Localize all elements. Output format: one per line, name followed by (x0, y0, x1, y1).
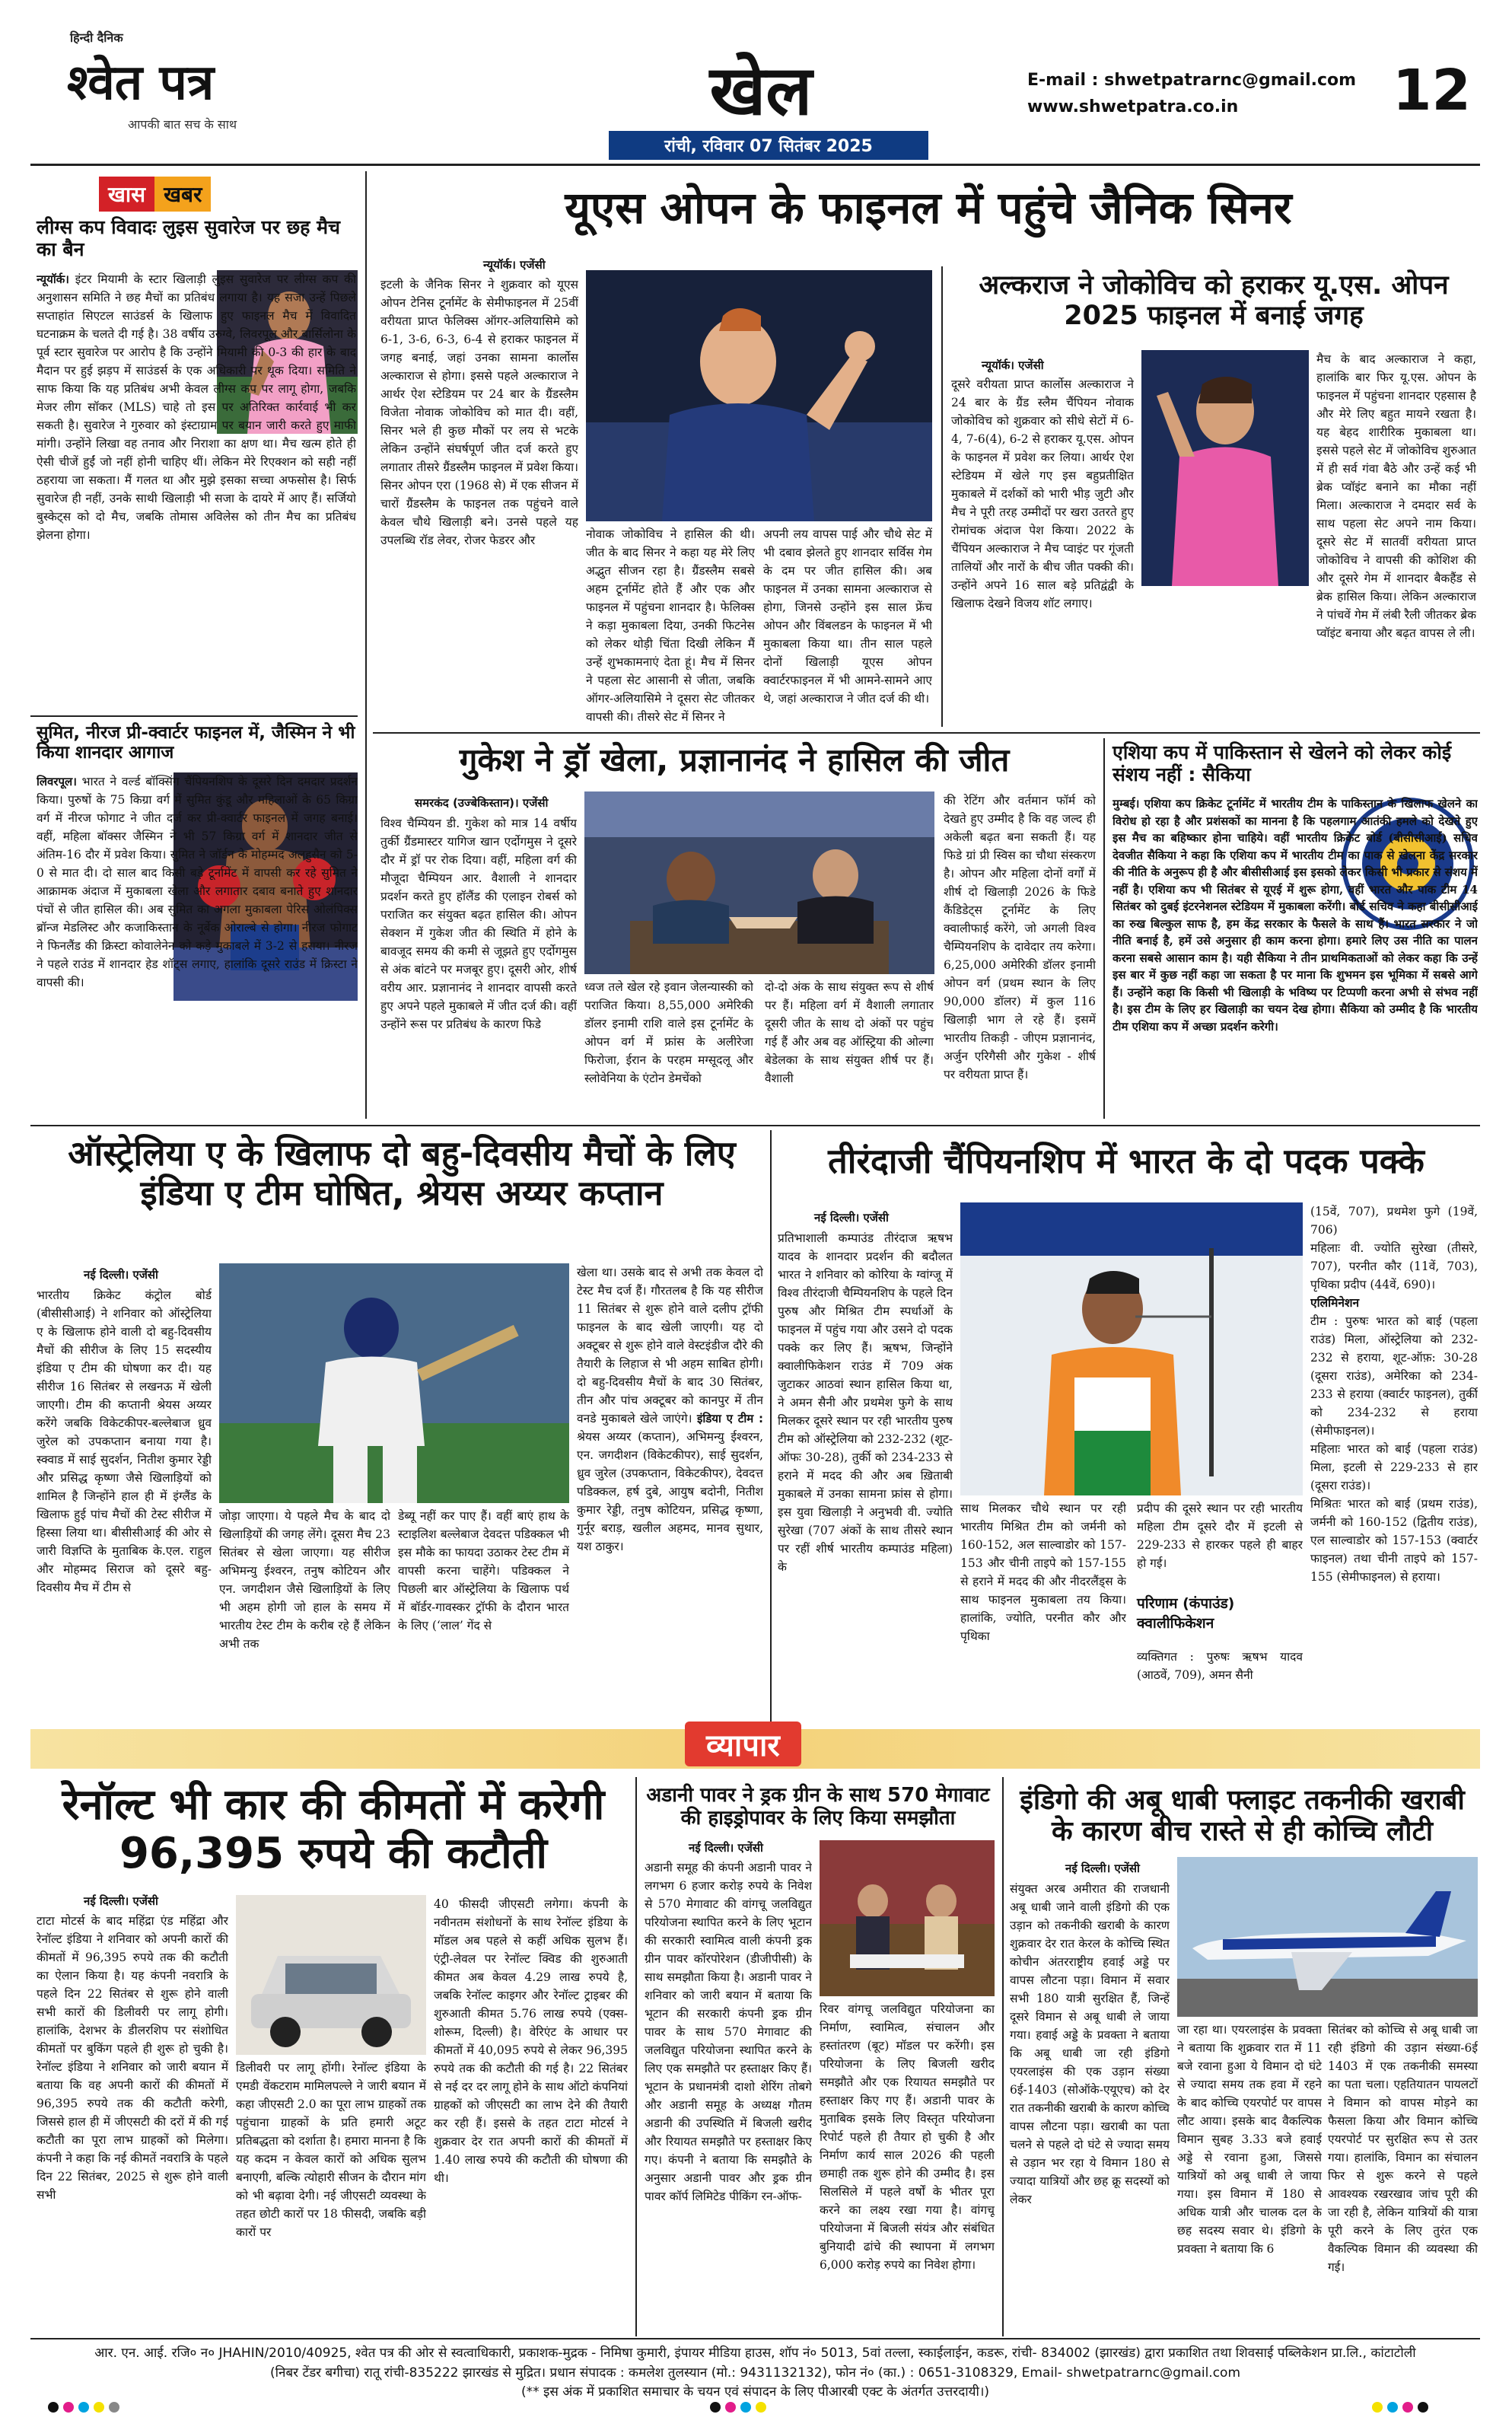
divider (30, 1125, 1480, 1126)
story-gukesh-dateline: समरकंद (उज्बेकिस्तान)। एजेंसी (415, 796, 549, 810)
story-india-a-dateline: नई दिल्ली। एजेंसी (84, 1268, 158, 1282)
story-sinner-col1: इटली के जैनिक सिनर ने शुक्रवार को यूएस ओपन टेनिस टूर्नामेंट के सेमीफाइनल में 25वीं वरीयता प्राप्त फेलिक्स ऑगर-अलियासिमे को 6-1, 3-6, 6-3, 6-4 से हराकर फाइनल में जगह बनाई, जहां उनका सामना कार्लोस अल्काराज से होगा। इससे पहले अल्काराज ने आर्थर ऐश स्टेडियम पर 24 बार के ग्रैंडस्लैम विजेता नोवाक जोकोविच को मात दी। वहीं, सिनर भले ही कुछ मौकों पर लय से भटके लेकिन उन्होंने संघर्षपूर्ण जीत दर्ज करते हुए लगातार तीसरे ग्रैंडस्लैम फाइनल में प्रवेश किया। सिनर ओपन एरा (1968 से) में एक सीजन में चारों ग्रैंडस्लैम के फाइनल तक पहुंचने वाले केवल चौथे खिलाड़ी बने। उनसे पहले यह उपलब्धि रॉड लेवर, रोजर फेडरर और (380, 278, 578, 548)
story-gukesh-headline: गुकेश ने ड्रॉ खेला, प्रज्ञानानंद ने हासिल की जीत (459, 741, 1010, 779)
story-indigo-headline: इंडिगो की अबू धाबी फ्लाइट तकनीकी खराबी के कारण बीच रास्ते से ही कोच्चि लौटी (1020, 1785, 1465, 1848)
story-india-a-col3: डेब्यू नहीं कर पाए हैं। वहीं बाएं हाथ के स्टाइलिश बल्लेबाज देवदत्त पडिक्कल भी इस मौके का फायदा उठाकर टेस्ट टीम में वापसी करना चाहेंगे। पडिक्कल ने पिछली बार ऑस्ट्रेलिया के खिलाफ पर्थ में बॉर्डर-गावस्कर ट्रॉफी के दौरान भारत के लिए (‘लाल’ गेंद से (398, 1509, 569, 1633)
story-asia-headline: एशिया कप में पाकिस्तान से खेलने को लेकर कोई संशय नहीं : सैकिया (1113, 741, 1452, 785)
column-divider (1103, 738, 1105, 1119)
story-alcaraz-headline: अल्कराज ने जोकोविच को हराकर यू.एस. ओपन 2025 फाइनल में बनाई जगह (979, 270, 1449, 332)
story-sinner-headline: यूएस ओपन के फाइनल में पहुंचे जैनिक सिनर (565, 182, 1292, 234)
website[interactable]: www.shwetpatra.co.in (1027, 97, 1239, 117)
contact-block (1027, 67, 1377, 120)
story-archery-col3: प्रदीप की दूसरे स्थान पर रही भारतीय महिला टीम दूसरे दौर में इटली से 229-233 से हारकर पहले ही बाहर हो गई। (1137, 1502, 1303, 1571)
story-archery-col2: साथ मिलकर चौथे स्थान पर रही भारतीय मिश्रित टीम को जर्मनी को 160-152, अल साल्वाडोर को 157-153 और चीनी ताइपे को 157-155 से हराने में मदद की और नीदरलैंड्स के साथ फाइनल मुकाबला तय किया। हालांकि, ज्योति, परनीत कौर और पृथिका (960, 1502, 1126, 1644)
archer-photo (960, 1202, 1303, 1495)
story-renault-col1: टाटा मोटर्स के बाद महिंद्रा एंड महिंद्रा और रेनॉल्ट इंडिया ने शनिवार को अपनी कारों की कीमतों में 96,395 रुपये तक की कटौती का ऐलान किया है। यह कंपनी नवरात्रि के पहले दिन 22 सितंबर से शुरू होने वाली सभी कारों की डिलीवरी पर लागू होगी। हालांकि, देशभर के डीलरशिप पर संशोधित कीमतों पर बुकिंग पहले ही शुरू हो चुकी है। रेनॉल्ट इंडिया ने शनिवार को जारी बयान में बताया कि वह अपनी कारों की कीमतों में 96,395 रुपये तक की कटौती करेगी, जिससे हाल ही में जीएसटी की दरों में की गई कटौती का पूरा लाभ ग्राहकों को मिलेगा। कंपनी ने कहा कि नई कीमतें नवरात्रि के पहले दिन 22 सितंबर, 2025 से शुरू होने वाली सभी (37, 1914, 228, 2202)
story-india-a-headline: ऑस्ट्रेलिया ए के खिलाफ दो बहु-दिवसीय मैचों के लिए इंडिया ए टीम घोषित, श्रेयस अय्यर कप्तान (68, 1133, 736, 1213)
khas-tag: खास (99, 177, 154, 212)
story-gukesh-col4: की रेटिंग और वर्तमान फॉर्म को देखते हुए उम्मीद है कि वह जल्द ही अकेली बढ़त बना सकती हैं। यह फिडे ग्रां प्री स्विस का चौथा संस्करण है। ओपन और महिला दोनों वर्गों में शीर्ष दो खिलाड़ी 2026 के फिडे कैंडिडेट्स टूर्नामेंट के लिए क्वालीफाई करेंगे, जो अगली विश्व चैम्पियनशिप के दावेदार तय करेगा। 6,25,000 अमेरिकी डॉलर इनामी ओपन वर्ग (प्रथम स्थान के लिए 90,000 डॉलर) में कुल 116 खिलाड़ी भाग ले रहे हैं। इसमें भारतीय तिकड़ी - जीएम प्रज्ञानानंद, अर्जुन एरिगैसी और गुकेश - शीर्ष पर वरीयता प्राप्त हैं। (944, 794, 1096, 1082)
story-adani-dateline: नई दिल्ली। एजेंसी (689, 1841, 763, 1855)
story-alcaraz-col2: मैच के बाद अल्काराज ने कहा, हालांकि बार फिर यू.एस. ओपन के फाइनल में पहुंचना शानदार एहसास है और मेरे लिए बहुत मायने रखता है। यह बेहद शारीरिक मुकाबला था। इससे पहले सेट में जोकोविच शुरुआत में ही सर्व गंवा बैठे और उन्हें कई भी ब्रेक प्वॉइंट बनाने का मौका नहीं मिला। अल्काराज ने दमदार सर्व के साथ पहला सेट अपने नाम किया। दूसरे सेट में सातवीं वरीयता प्राप्त जोकोविच ने वापसी की कोशिश की और दूसरे गेम में शानदार बैकहैंड से ब्रेक हासिल किया। लेकिन अल्काराज ने पांचवें गेम में लंबी रैली जीतकर ब्रेक प्वॉइंट बनाया और बढ़त वापस ले ली। (1316, 352, 1476, 641)
story-renault-dateline: नई दिल्ली। एजेंसी (84, 1894, 158, 1908)
story-sinner-dateline: न्यूयॉर्क। एजेंसी (483, 258, 546, 272)
iyer-photo (219, 1263, 569, 1503)
story-suarez-headline: लीग्स कप विवादः लुइस सुवारेज पर छह मैच का बैन (37, 216, 340, 260)
story-archery-headline: तीरंदाजी चैंपियनशिप में भारत के दो पदक पक्के (828, 1141, 1424, 1181)
chess-photo (584, 791, 934, 974)
story-renault-col3: 40 फीसदी जीएसटी लगेगा। कंपनी के नवीनतम संशोधनों के साथ रेनॉल्ट इंडिया के मॉडल अब पहले से कहीं अधिक सुलभ हैं। एंट्री-लेवल पर रेनॉल्ट क्विड की शुरुआती कीमत अब केवल 4.29 लाख रुपये है, जबकि रेनॉल्ट काइगर और रेनॉल्ट ट्राइबर की शुरुआती कीमत 5.76 लाख रुपये (एक्स-शोरूम, दिल्ली) है। वेरिएंट के आधार पर कीमतों में 40,095 रुपये से लेकर 96,395 रुपये तक की कटौती की गई है। 22 सितंबर से नई दर दर लागू होने के साथ ऑटो कंपनियां ग्राहकों को जीएसटी का लाभ देने की तैयारी कर रही हैं। इससे के तहत टाटा मोटर्स ने शुक्रवार देर रात अपनी कारों की कीमतों में 1.40 लाख रुपये की कटौती की घोषणा की थी। (434, 1897, 628, 2186)
alcaraz-photo (1141, 350, 1309, 586)
story-adani-col1: अडानी समूह की कंपनी अडानी पावर ने लगभग 6 हजार करोड़ रुपये के निवेश से 570 मेगावाट की वांगचू जलविद्युत परियोजना स्थापित करने के लिए भूटान की सरकारी स्वामित्व वाली कंपनी ड्रक ग्रीन पावर कॉरपोरेशन (डीजीपीसी) के साथ समझौता किया है। अडानी पावर ने शनिवार को जारी बयान में बताया कि भूटान की सरकारी कंपनी ड्रक ग्रीन पावर के साथ 570 मेगावाट की जलविद्युत परियोजना स्थापित करने के लिए एक समझौते पर हस्ताक्षर किए हैं। भूटान के प्रधानमंत्री दाशो शेरिंग तोबगे और अडानी समूह के अध्यक्ष गौतम अडानी की उपस्थिति में बिजली खरीद और रियायत समझौते पर हस्ताक्षर किए गए। कंपनी ने बताया कि समझौते के अनुसार अडानी पावर और ड्रक ग्रीन पावर कॉर्प लिमिटेड पीकिंग रन-ऑफ- (645, 1861, 812, 2204)
story-adani-headline: अडानी पावर ने ड्रक ग्रीन के साथ 570 मेगावाट की हाइड्रोपावर के लिए किया समझौता (646, 1784, 990, 1830)
column-divider (1002, 1777, 1004, 2336)
divider (30, 715, 358, 717)
adani-photo (820, 1840, 995, 1996)
indigo-plane-photo (1177, 1857, 1478, 2017)
squad-label: इंडिया ए टीम : (697, 1412, 763, 1426)
imprint: आर. एन. आई. रजि० न० JHAHIN/2010/40925, श्वेत पत्र की ओर से स्वत्वाधिकारी, प्रकाशक-मुद्रक - निमिषा कुमारी, इंपायर मीडिया हाउस, शॉप नं० 5013, 5वां तल्ला, स्काईलाईन, कडरू, रांची- 834002 (झारखंड) द्वारा प्रकाशित तथा शिवसाई पब्लिकेशन प्रा.लि., कांटाटोली (निबर टेंडर बगीचा) रातू रांची-835222 झारखंड से मुद्रित। प्रधान संपादक : कमलेश तुलस्यान (मो.: 9431132132), फोन नं० (का.) : 0651-3108329, Email- shwetpatrarnc@gmail.com (** इस अंक में प्रकाशित समाचार के चयन एवं संपादन के लिए पीआरबी एक्ट के अंतर्गत उत्तरदायी।) (94, 2346, 1416, 2400)
story-boxing-body: लिवरपूल। भारत ने वर्ल्ड बॉक्सिंग चैंपियनशिप के दूसरे दिन दमदार प्रदर्शन किया। पुरुषों के 75 किग्रा वर्ग में सुमित कुंडू और महिलाओं के 65 किग्रा वर्ग में नीरज फोगाट ने जीत दर्ज कर प्री-क्वार्टर फाइनल में जगह बनाई। वहीं, महिला बॉक्सर जैस्मिन ने भी 57 किग्रा वर्ग में शानदार जीत से अंतिम-16 दौर में प्रवेश किया। सुमित ने जॉर्डन के मोहम्मद अलहुसैन को 5-0 से मात दी। दो साल बाद किसी बड़े टूर्नामेंट में वापसी कर रहे सुमित ने आक्रामक अंदाज में मुकाबला खेला और लगातार दबाव बनाते हुए शानदार पंचों से जीत हासिल की। अब सुमित का अगला मुकाबला पेरिस ओलंपिक्स ब्रॉन्ज मेडलिस्ट और कजाकिस्तान के नूर्बेक ओराल्बे से होगा। नीरज फोगाट ने फिनलैंड की क्रिस्टा कोवालेनेन को कड़े मुकाबले में 3-2 से हराया। नीरज ने पहले राउंड में शानदार हेड शॉट्स लगाए, हालांकि दूसरे राउंड में क्रिस्टा ने वापसी की। (37, 775, 358, 990)
column-divider (941, 266, 943, 727)
date-bar: रांची, रविवार 07 सितंबर 2025 (609, 131, 928, 160)
story-indigo-dateline: नई दिल्ली। एजेंसी (1065, 1862, 1140, 1875)
sinner-photo (586, 270, 932, 521)
story-renault-col2: डिलीवरी पर लागू होंगी। रेनॉल्ट इंडिया के एमडी वेंकटराम मामिलपल्ले ने जारी बयान में कहा जीएसटी 2.0 का पूरा लाभ ग्राहकों तक पहुंचाना ग्राहकों के प्रति हमारी अटूट प्रतिबद्धता को दर्शाता है। हमारा मानना है कि यह कदम न केवल कारों को अधिक सुलभ बनाएगी, बल्कि त्योहारी सीजन के दौरान मांग को भी बढ़ावा देगी। नई जीएसटी व्यवस्था के तहत छोटी कारों पर 18 फीसदी, जबकि बड़ी कारों पर (236, 2061, 426, 2240)
masthead-title: श्वेत पत्र (67, 55, 215, 111)
section-title: खेल (709, 51, 813, 131)
footer-rule (30, 2338, 1480, 2339)
story-indigo-col1: संयुक्त अरब अमीरात की राजधानी अबू धाबी जाने वाली इंडिगो की एक उड़ान को तकनीकी खराबी के कारण शुक्रवार देर रात केरल के कोच्चि स्थित कोचीन अंतरराष्ट्रीय हवाई अड्डे पर वापस लौटना पड़ा। विमान में सवार सभी 180 यात्री सुरक्षित हैं, जिन्हें दूसरे विमान से अबू धाबी ले जाया गया। हवाई अड्डे के प्रवक्ता ने बताया कि अबू धाबी जा रही इंडिगो एयरलाइंस की एक उड़ान संख्या 6ई-1403 (सोऑके-एयूएच) को देर रात तकनीकी खराबी के कारण कोच्चि वापस लौटना पड़ा। खराबी का पता चलने से पहले दो घंटे से ज्यादा समय से उड़ान भर रहा ये विमान 180 से ज्यादा यात्रियों और छह क्रू सदस्यों को लेकर (1010, 1882, 1170, 2207)
renault-car-photo (236, 1895, 426, 2055)
page-number: 12 (1393, 58, 1471, 123)
column-divider (770, 1130, 772, 1728)
vyapar-label: व्यापार (685, 1722, 801, 1766)
archery-results-right: (15वें, 707), प्रथमेश फुगे (19वें, 706) महिलाः वी. ज्योति सुरेखा (तीसरे, 707), परनीत कौर (11वें, 703), पृथिका प्रदीप (44वें, 690)। एलिमिनेशन टीम : पुरुषः भारत को बाई (पहला राउंड) मिला, ऑस्ट्रेलिया को 232-232 से हराया, शूट-ऑफ़: 30-28 (दूसरा राउंड), अमेरिका को 234-233 से हराया (क्वार्टर फाइनल), तुर्की को 234-232 से हराया (सेमीफाइनल)। महिलाः भारत को बाई (पहला राउंड) मिला, इटली से 229-233 से हार (दूसरा राउंड)। मिश्रितः भारत को बाई (प्रथम राउंड), जर्मनी को 160-152 (द्वितीय राउंड), एल साल्वाडोर को 157-153 (क्वार्टर फाइनल) तथा चीनी ताइपे को 157-155 (सेमीफाइनल) से हराया। (1310, 1205, 1478, 1585)
archery-results-title: परिणाम (कंपाउंड) क्वालीफिकेशन (1137, 1595, 1235, 1632)
email[interactable]: E-mail : shwetpatrarnc@gmail.com (1027, 71, 1357, 90)
story-gukesh-col1: विश्व चैम्पियन डी. गुकेश को मात्र 14 वर्षीय तुर्की ग्रैंडमास्टर यागिज खान एर्दोगमुस ने दूसरे दौर में ड्रॉ पर रोक दिया। वहीं, महिला वर्ग की मौजूदा चैम्पियन आर. वैशाली ने शानदार प्रदर्शन करते हुए हॉलैंड की एलाइन रोबर्स को पराजित कर संयुक्त बढ़त हासिल की। ओपन सेक्शन में गुकेश जीत की स्थिति में होने के बावजूद समय की कमी से जूझते हुए एर्दोगमुस से अंक बांटने पर मजबूर हुए। दूसरी ओर, शीर्ष वरीय आर. प्रज्ञानानंद ने शानदार वापसी करते हुए अपने पहले मुकाबले में जीत दर्ज की। वहीं उन्होंने रूस पर प्रतिबंध के कारण फिडे (380, 817, 577, 1032)
story-sinner-col3: अपनी लय वापस पाई और चौथे सेट में भी दबाव झेलते हुए शानदार सर्विस गेम के दम पर जीत हासिल की। अब फाइनल में उनका सामना अल्काराज से होगा, जिनसे उन्होंने इस साल फ्रेंच ओपन और विंबलडन के फाइनल में भी मुकाबला किया था। तीन साल पहले दोनों खिलाड़ी यूएस ओपन क्वार्टरफाइनल में भी आमने-सामने आए थे, जहां अल्काराज ने जीत दर्ज की थी। (763, 527, 932, 706)
story-asia-dateline: मुम्बई। (1113, 797, 1140, 811)
story-archery-col1: प्रतिभाशाली कम्पाउंड तीरंदाज ऋषभ यादव के शानदार प्रदर्शन की बदौलत भारत ने शनिवार को कोरिया के ग्वांग्जू में विश्व तीरंदाजी चैम्पियनशिप के पहले दिन पुरुष और मिश्रित टीम स्पर्धाओं के फाइनल में पहुंच गया और उसने दो पदक पक्के कर लिए हैं। ऋषभ, जिन्होंने क्वालीफिकेशन राउंड में 709 अंक जुटाकर आठवां स्थान हासिल किया था, ने अमन सैनी और प्रथमेश फुगे के साथ मिलकर दूसरे स्थान पर रही भारतीय पुरुष टीम को ऑस्ट्रेलिया को 232-232 (शूट-ऑफः 30-28), तुर्की को 234-233 से हराने में मदद की और अब ख़िताबी मुकाबले में उनका सामना फ्रांस से होगा। इस युवा खिलाड़ी ने अनुभवी वी. ज्योति सुरेखा (707 अंकों के साथ तीसरे स्थान पर रहीं शीर्ष भारतीय कम्पाउंड महिला) के (778, 1231, 953, 1575)
story-india-a-col1: भारतीय क्रिकेट कंट्रोल बोर्ड (बीसीसीआई) ने शनिवार को ऑस्ट्रेलिया ए के खिलाफ होने वाली दो बहु-दिवसीय मैचों की सीरीज के लिए 15 सदस्यीय इंडिया ए टीम की घोषणा कर दी। यह सीरीज 16 सितंबर से लखनऊ में खेली जाएगी। टीम की कप्तानी श्रेयस अय्यर करेंगे जबकि विकेटकीपर-बल्लेबाज ध्रुव जुरेल को उपकप्तान बनाया गया है। स्क्वाड में साई सुदर्शन, नितीश कुमार रेड्डी और प्रसिद्ध कृष्णा जैसे खिलाड़ियों को शामिल है जिन्होंने हाल ही में इंग्लैंड के खिलाफ हुई पांच मैचों की टेस्ट सीरीज में हिस्सा लिया था। बीसीसीआई की ओर से जारी विज्ञप्ति के मुताबिक के.एल. राहुल और मोहम्मद सिराज को दूसरे बहु-दिवसीय मैच में टीम से (37, 1288, 212, 1595)
story-india-a-col2: जोड़ा जाएगा। ये पहले मैच के बाद दो खिलाड़ियों की जगह लेंगे। दूसरा मैच 23 सितंबर से खेला जाएगा। यह सीरीज अभिमन्यु ईश्वरन, तनुष कोटियन और एन. जगदीशन जैसे खिलाड़ियों के लिए भी अहम होगी जो हाल के समय में भारतीय टेस्ट टीम के करीब रहे हैं लेकिन अभी तक (219, 1509, 390, 1651)
story-archery-dateline: नई दिल्ली। एजेंसी (814, 1211, 889, 1225)
color-registration-right (1370, 2401, 1431, 2416)
story-indigo-col3: सितंबर को कोच्चि से अबू धाबी जा रही इंडिगो की उड़ान संख्या-6ई 1403 में एक तकनीकी समस्या का पता चला। एहतियातन पायलटों ने विमान को वापस मोड़ने का फैसला किया और विमान कोच्चि एयरपोर्ट पर सुरक्षित रूप से उतर गया। हालांकि, विमान का संचालन फिर से शुरू करने से पहले आवश्यक रखरखाव जांच पूरी की जा रही है, लेकिन यात्रियों की यात्रा पूरी करने के लिए तुरंत एक वैकल्पिक विमान की व्यवस्था की गई। (1328, 2023, 1478, 2275)
story-suarez-body: न्यूयॉर्क। इंटर मियामी के स्टार खिलाड़ी लुइस सुवारेज पर लीग्स कप की अनुशासन समिति ने छह मैचों का प्रतिबंध लगाया है। यह सजा उन्हें पिछले सप्ताहांत सिएटल साउंडर्स के खिलाफ हुए फाइनल मैच में विवादित घटनाक्रम के चलते दी गई है। 38 वर्षीय उरुग्वे, लिवरपूल और बार्सिलोना के पूर्व स्टार सुवारेज पर आरोप है कि उन्होंने मियामी की 0-3 की हार के बाद मैदान पर हुई झड़प में साउंडर्स के एक अधिकारी पर थूक दिया। समिति ने साफ किया कि यह प्रतिबंध अभी केवल लीग्स कप पर लागू होगा, जबकि मेजर लीग सॉकर (MLS) चाहे तो इस पर अतिरिक्त कार्रवाई भी कर सकती है। सुवारेज ने गुरुवार को इंस्टाग्राम पर बयान जारी करते हुए माफी मांगी। उन्होंने लिखा वह तनाव और निराशा का क्षण था। मैच खत्म होते ही ऐसी चीजें हुईं जो नहीं होनी चाहिए थीं। लेकिन मेरे रिएक्शन को सही नहीं ठहराया जा सकता। मैं गलत था और मुझे इसका सच्चा अफसोस है। सिर्फ सुवारेज ही नहीं, उनके साथी खिलाड़ी भी सजा के दायरे में आए हैं। सर्जियो बुस्केट्स को दो मैच, जबकि तोमास अविलेस को तीन मैच का प्रतिबंध झेलना होगा। (37, 272, 356, 543)
masthead-rule (30, 164, 1480, 166)
story-renault-headline: रेनॉल्ट भी कार की कीमतों में करेगी 96,395 रुपये की कटौती (62, 1780, 605, 1879)
masthead-tagline: आपकी बात सच के साथ (128, 117, 237, 132)
story-indigo-col2: जा रहा था। एयरलाइंस के प्रवक्ता ने बताया कि शुक्रवार रात में 11 बजे रवाना हुआ ये विमान दो घंटे से ज्यादा समय तक हवा में रहने के बाद कोच्चि एयरपोर्ट पर वापस लौट आया। इसके बाद वैकल्पिक विमान सुबह 3.33 बजे हवाई अड्डे से रवाना हुआ, जिससे यात्रियों को अबू धाबी ले जाया गया। इस विमान में 180 से अधिक यात्री और चालक दल के छह सदस्य सवार थे। इंडिगो के प्रवक्ता ने बताया कि 6 (1177, 2023, 1322, 2257)
color-registration-left (46, 2401, 122, 2416)
story-gukesh-col2: ध्वज तले खेल रहे इवान जेलन्यास्की को पराजित किया। 8,55,000 अमेरिकी डॉलर इनामी राशि वाले इस टूर्नामेंट के ओपन वर्ग में फ्रांस के अलीरेजा फिरोजा, ईरान के परहम मग्सूदलू और स्लोवेनिया के एंटोन डेमचेंको (584, 980, 753, 1086)
masthead-pre: हिन्दी दैनिक (70, 30, 123, 45)
archery-results-a: व्यक्तिगत : पुरुषः ऋषभ यादव (आठवें, 709), अमन सैनी (1137, 1650, 1303, 1683)
story-boxing-headline: सुमित, नीरज प्री-क्वार्टर फाइनल में, जैस्मिन ने भी किया शानदार आगाज (37, 723, 355, 763)
story-boxing-dateline: लिवरपूल। (37, 775, 77, 788)
divider (373, 732, 1480, 734)
khas-khabar-label (99, 177, 211, 212)
story-sinner-col2: नोवाक जोकोविच ने हासिल की थी। जीत के बाद सिनर ने कहा यह मेरे लिए अद्भुत सीजन रहा है। ग्रैंडस्लैम सबसे अहम टूर्नामेंट होते हैं और एक और फाइनल में पहुंचना शानदार है। फेलिक्स ने कड़ा मुकाबला दिया, उनकी फिटनेस को लेकर थोड़ी चिंता दिखी लेकिन मैं उन्हें शुभकामनाएं देता हूं। मैच में सिनर ने पहला सेट आसानी से जीता, जबकि ऑगर-अलियासिमे ने दूसरा सेट जीतकर वापसी की। तीसरे सेट में सिनर ने (586, 527, 755, 725)
khabar-tag: खबर (154, 177, 211, 212)
column-divider (365, 171, 367, 1119)
column-divider (635, 1777, 637, 2336)
story-suarez-dateline: न्यूयॉर्क। (37, 272, 69, 286)
story-india-a-col4: खेला था। उसके बाद से अभी तक केवल दो टेस्ट मैच दर्ज हैं। गौरतलब है कि यह सीरीज 11 सितंबर से शुरू होने वाले दलीप ट्रॉफी फाइनल के बाद खेली जाएगी। यह दो अक्टूबर से शुरू होने वाले वेस्टइंडीज दौरे की तैयारी के लिहाज से भी अहम साबित होगी। दो बहु-दिवसीय मैचों के बाद 30 सितंबर, तीन और पांच अक्टूबर को कानपुर में तीन वनडे मुकाबले खेले जाएंगे। इंडिया ए टीम : श्रेयस अय्यर (कप्तान), अभिमन्यु ईश्वरन, एन. जगदीशन (विकेटकीपर), साई सुदर्शन, ध्रुव जुरेल (उपकप्तान, विकेटकीपर), देवदत्त पडिक्कल, हर्ष दुबे, आयुष बदोनी, नितीश कुमार रेड्डी, तनुष कोटियन, प्रसिद्ध कृष्णा, गुर्नूर बराड़, खलील अहमद, मानव सुथार, यश ठाकुर। (577, 1266, 763, 1554)
story-gukesh-col3: दो-दो अंक के साथ संयुक्त रूप से शीर्ष पर हैं। महिला वर्ग में वैशाली लगातार दूसरी जीत के साथ दो अंकों पर पहुंच गई हैं और अब वह ऑस्ट्रिया की ओल्गा बेडेलका के साथ संयुक्त शीर्ष पर हैं। वैशाली (765, 980, 934, 1086)
color-registration-center (708, 2401, 769, 2416)
story-alcaraz-col1: दूसरे वरीयता प्राप्त कार्लोस अल्काराज ने 24 बार के ग्रैंड स्लैम चैंपियन नोवाक जोकोविच को शुक्रवार को सीधे सेटों में 6-4, 7-6(4), 6-2 से हराकर यू.एस. ओपन के फाइनल में प्रवेश कर लिया। आर्थर ऐश स्टेडियम में खेले गए इस बहुप्रतीक्षित मुकाबले में दर्शकों को भारी भीड़ जुटी और मैच ने पूरी तरह उम्मीदों पर खरा उतरते हुए रोमांचक अंदाज पेश किया। 2022 के चैंपियन अल्काराज ने मैच प्वाइंट पर गूंजती तालियों और नारों के बीच जीत पक्की की। उन्होंने अपने 16 साल बड़े प्रतिद्वंद्वी के खिलाफ देखने विजय शॉट लगाए। (951, 377, 1134, 611)
story-alcaraz-dateline: न्यूयॉर्क। एजेंसी (982, 358, 1044, 372)
story-adani-col2: रिवर वांगचू जलविद्युत परियोजना का निर्माण, स्वामित्व, संचालन और हस्तांतरण (बूट) मॉडल पर करेंगी। इस परियोजना के लिए बिजली खरीद समझौते और एक रियायत समझौते पर हस्ताक्षर किए गए हैं। अडानी पावर के मुताबिक इसके लिए विस्तृत परियोजना रिपोर्ट पहले ही तैयार हो चुकी है और निर्माण कार्य साल 2026 की पहली छमाही तक शुरू होने की उम्मीद है। इस सिलसिले में पहले वर्षों के भीतर पूरा करने का लक्ष्य रखा गया है। वांगचू परियोजना में बिजली संयंत्र और संबंधित बुनियादी ढांचे की स्थापना में लगभग 6,000 करोड़ रुपये का निवेश होगा। (820, 2002, 995, 2273)
story-asia-body: मुम्बई। एशिया कप क्रिकेट टूर्नामेंट में भारतीय टीम के पाकिस्तान के खिलाफ खेलने का विरोध हो रहा है और प्रशंसकों का मानना है कि पहलगाम आतंकी हमले को देखते हुए इस मैच का बहिष्कार होना चाहिये। वहीं भारतीय क्रिकेट बोर्ड (बीसीसीआई) सचिव देवजीत सैकिया ने कहा कि एशिया कप में भारतीय टीम का पाक से खेलना केंद्र सरकार की नीति के अनुरूप ही है और बीसीसीआई इस इसको लेकर किसी भी प्रकार से संशय में नहीं है। एशिया कप भी सितंबर से यूएई में शुरू होगा, वहीं भारत और पाक टीम 14 सितंबर को दुबई इंटरनेशनल स्टेडियम में मुकाबला करेंगी। बोर्ड सचिव ने कहा बीसीसीआई का रुख बिल्कुल साफ है, हम केंद्र सरकार के फैसले के साथ हैं। भारत सरकार ने जो नीति बनाई है, हमें उसे अनुसार ही काम करना होगा। हमारे लिए उस नीति का पालन करना सबसे आसान काम है। यही सैकिया ने तीन प्राथमिकताओं को लेकर कहा कि उन्हें इस बार में कुछ नहीं कहा जा सकता है पर माना कि शुभमन इस भूमिका में सबसे आगे हैं। उन्होंने कहा कि किसी भी खिलाड़ी के भविष्य पर टिप्पणी करना अभी से संभव नहीं है। इस टीम के लिए हर खिलाड़ी का चयन देख होगा। सैकिया को उम्मीद है कि भारतीय टीम एशिया कप में अच्छा प्रदर्शन करेगी। (1113, 797, 1478, 1034)
